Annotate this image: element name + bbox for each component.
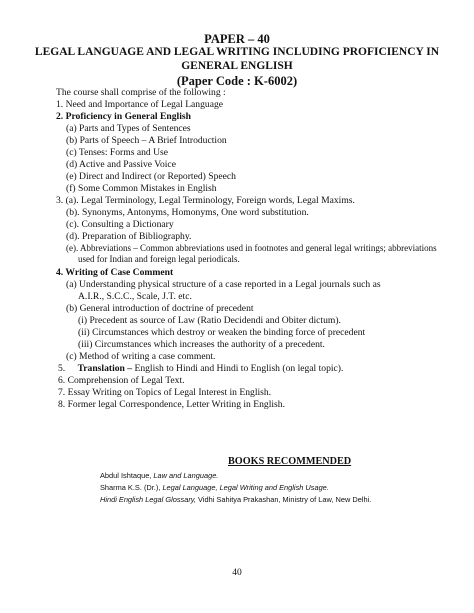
book-3 bbox=[100, 496, 371, 503]
item-5-label: Translation – bbox=[77, 363, 133, 374]
item-5-number: 5. bbox=[58, 363, 66, 374]
item-3b: (b). Synonyms, Antonyms, Homonyms, One word substitution. bbox=[66, 207, 309, 218]
item-2f: (f) Some Common Mistakes in English bbox=[66, 183, 217, 194]
book-3-title: Hindi English Legal Glossary, bbox=[100, 495, 196, 504]
item-5-text: English to Hindi and Hindi to English (on legal topic). bbox=[132, 363, 344, 374]
book-1-author: Abdul Ishtaque, bbox=[100, 471, 154, 480]
item-4c: (c) Method of writing a case comment. bbox=[66, 351, 216, 362]
book-2 bbox=[100, 484, 329, 491]
item-4b-ii: (ii) Circumstances which destroy or weaken the binding force of precedent bbox=[78, 327, 366, 338]
item-8: 8. Former legal Correspondence, Letter Writing in English. bbox=[58, 399, 285, 410]
book-1 bbox=[100, 472, 218, 479]
item-2b: (b) Parts of Speech – A Brief Introduction bbox=[66, 135, 227, 146]
item-3c: (c). Consulting a Dictionary bbox=[66, 219, 174, 230]
book-1-title: Law and Language. bbox=[153, 471, 219, 480]
item-4a-line-2: A.I.R., S.C.C., Scale, J.T. etc. bbox=[78, 291, 192, 302]
books-recommended-heading: BOOKS RECOMMENDED bbox=[228, 456, 352, 467]
book-2-title: Legal Language, Legal Writing and English Usage. bbox=[162, 483, 329, 492]
item-7: 7. Essay Writing on Topics of Legal Interest in English. bbox=[58, 387, 272, 398]
item-5 bbox=[58, 364, 343, 374]
book-2-author: Sharma K.S. (Dr.), bbox=[100, 483, 163, 492]
item-3e-line-2: used for Indian and foreign legal periodicals. bbox=[78, 254, 240, 264]
course-title-line-1: LEGAL LANGUAGE AND LEGAL WRITING INCLUDING PROFICIENCY IN bbox=[34, 46, 440, 58]
item-2c: (c) Tenses: Forms and Use bbox=[66, 147, 168, 158]
item-4-heading: 4. Writing of Case Comment bbox=[56, 267, 174, 278]
item-2-heading: 2. Proficiency in General English bbox=[56, 111, 191, 122]
item-2e: (e) Direct and Indirect (or Reported) Speech bbox=[66, 171, 236, 182]
paper-number: PAPER – 40 bbox=[204, 32, 270, 46]
item-4b-iii: (iii) Circumstances which increases the authority of a precedent. bbox=[78, 339, 325, 350]
course-title-line-2: GENERAL ENGLISH bbox=[181, 60, 293, 72]
item-1: 1. Need and Importance of Legal Language bbox=[56, 99, 224, 110]
item-4b-i: (i) Precedent as source of Law (Ratio Decidendi and Obiter dictum). bbox=[78, 315, 341, 326]
item-4b: (b) General introduction of doctrine of precedent bbox=[66, 303, 254, 314]
item-3a: 3. (a). Legal Terminology, Legal Terminology, Foreign words, Legal Maxims. bbox=[56, 195, 355, 206]
book-3-publisher: Vidhi Sahitya Prakashan, Ministry of Law, New Delhi. bbox=[196, 495, 372, 504]
page-number: 40 bbox=[232, 568, 242, 578]
item-4a-line-1: (a) Understanding physical structure of a case reported in a Legal journals such as bbox=[66, 279, 381, 290]
item-6: 6. Comprehension of Legal Text. bbox=[58, 375, 185, 386]
item-3d: (d). Preparation of Bibliography. bbox=[66, 231, 192, 242]
item-3e-line-1: (e). Abbreviations – Common abbreviations used in footnotes and general legal writings; abbreviations bbox=[66, 243, 437, 253]
paper-code: (Paper Code : K-6002) bbox=[176, 74, 298, 88]
item-2a: (a) Parts and Types of Sentences bbox=[66, 123, 191, 134]
intro-text: The course shall comprise of the following : bbox=[56, 87, 226, 98]
item-2d: (d) Active and Passive Voice bbox=[66, 159, 176, 170]
